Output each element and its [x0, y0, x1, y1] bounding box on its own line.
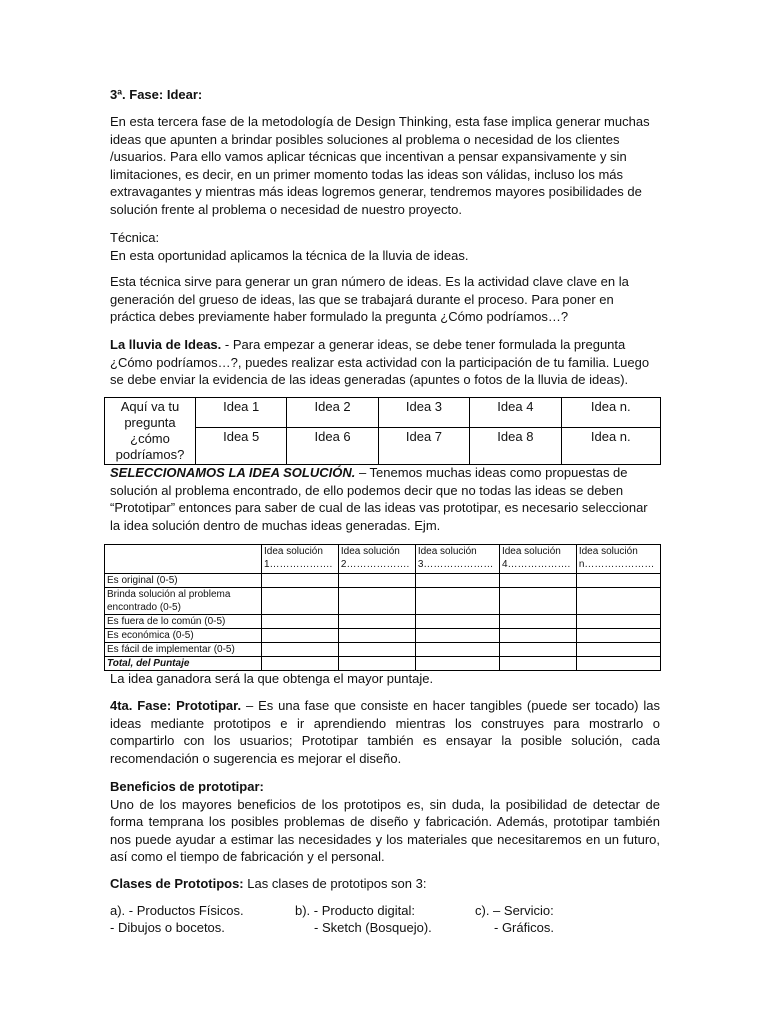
lluvia-paragraph	[110, 336, 660, 389]
beneficios-block	[110, 778, 660, 866]
lluvia-text: - Para empezar a generar ideas, se debe tener formulada la pregunta ¿Cómo podríamos…?, puedes realizar esta actividad con la participación de tu familia. Luego se debe enviar la evidencia de las ideas generadas (apuntes o fotos de la lluvia de ideas).	[110, 337, 650, 387]
tecnica-label: Técnica:	[110, 230, 160, 245]
score-cell	[576, 643, 660, 657]
score-cell	[576, 615, 660, 629]
clase-a: a). - Productos Físicos. - Dibujos o bocetos.	[110, 903, 244, 935]
total-label-cell: Total, del Puntaje	[105, 657, 262, 671]
idea-cell: Idea n.	[561, 398, 660, 428]
score-cell	[499, 643, 576, 657]
seleccion-paragraph	[110, 464, 660, 534]
idea-cell: Idea n.	[561, 428, 660, 465]
idea-cell: Idea 1	[196, 398, 287, 428]
score-cell	[415, 657, 499, 671]
idea-cell: Idea 6	[287, 428, 378, 465]
tecnica-text: En esta oportunidad aplicamos la técnica de la lluvia de ideas.	[110, 247, 469, 263]
idea-cell: Idea 8	[470, 428, 561, 465]
score-table	[104, 544, 661, 671]
seleccion-text: – Tenemos muchas ideas como propuestas de solución al problema encontrado, de ello podemos decir que no todas las ideas se deben “Prototipar” entonces para saber de cual de las ideas vas prototipar, es necesario seleccionar la idea solución dentro de muchas ideas generadas. Ejm.	[110, 465, 648, 533]
clases-text: Las clases de prototipos son 3:	[243, 876, 427, 891]
score-cell	[338, 574, 415, 588]
seleccion-title: SELECCIONAMOS LA IDEA SOLUCIÓN.	[110, 465, 356, 480]
fase3-intro: En esta tercera fase de la metodología de Design Thinking, esta fase implica generar muchas ideas que apunten a brindar posibles soluciones al problema o necesidad de los clientes /usuarios. Para ello vamos aplicar técnicas que incentivan a pensar expansivamente y sin limitaciones, es decir, en un primer momento todas las ideas son válidas, incluso los más extravagantes y mientras más ideas logremos generar, tendremos mayores posibilidades de solución frente al problema o necesidad de nuestro proyecto.	[110, 114, 650, 217]
score-cell	[415, 629, 499, 643]
idea-cell: Idea 5	[196, 428, 287, 465]
question-cell: Aquí va tu pregunta ¿cómo podríamos?	[105, 398, 196, 465]
fase4-text: – Es una fase que consiste en hacer tangibles (puede ser tocado) las ideas mediante prototipos e ir aprendiendo mientras los construyes para mostrarlo o compartirlo con los usuarios; Prototipar también es ensayar la posible solución, cada recomendación o sugerencia es mejorar el diseño.	[110, 698, 660, 766]
score-cell	[415, 643, 499, 657]
fase4-title: 4ta. Fase: Prototipar.	[110, 698, 242, 713]
score-cell	[499, 615, 576, 629]
table-row	[105, 629, 661, 643]
header-cell: Idea solución n…………………	[576, 545, 660, 574]
score-cell	[499, 574, 576, 588]
idea-cell: Idea 7	[378, 428, 469, 465]
score-cell	[262, 588, 339, 615]
score-cell	[262, 629, 339, 643]
header-cell: Idea solución 4……………….	[499, 545, 576, 574]
score-cell	[415, 615, 499, 629]
score-cell	[415, 574, 499, 588]
criterion-cell: Es original (0-5)	[105, 574, 262, 588]
beneficios-title: Beneficios de prototipar:	[110, 779, 264, 794]
score-cell	[576, 629, 660, 643]
criterion-cell: Es económica (0-5)	[105, 629, 262, 643]
score-cell	[262, 615, 339, 629]
score-cell	[338, 588, 415, 615]
score-cell	[262, 643, 339, 657]
score-cell	[262, 657, 339, 671]
score-cell	[499, 588, 576, 615]
score-cell	[576, 657, 660, 671]
idea-cell: Idea 4	[470, 398, 561, 428]
header-cell: Idea solución 2……………….	[338, 545, 415, 574]
score-cell	[338, 629, 415, 643]
idea-cell: Idea 3	[378, 398, 469, 428]
criterion-cell: Es fácil de implementar (0-5)	[105, 643, 262, 657]
empty-header-cell	[105, 545, 262, 574]
score-cell	[415, 588, 499, 615]
tecnica-description: Esta técnica sirve para generar un gran número de ideas. Es la actividad clave clave en la generación del grueso de ideas, las que se trabajará durante el proceso. Para poner en práctica debes previamente haber formulado la pregunta ¿Cómo podríamos…?	[110, 274, 629, 324]
score-cell	[262, 574, 339, 588]
score-cell	[576, 574, 660, 588]
table-row	[105, 657, 661, 671]
table-row	[105, 588, 661, 615]
idea-cell: Idea 2	[287, 398, 378, 428]
score-cell	[338, 657, 415, 671]
score-cell	[338, 643, 415, 657]
tecnica-block	[110, 229, 660, 264]
table-row	[105, 574, 661, 588]
table-row	[105, 615, 661, 629]
table-row	[105, 643, 661, 657]
ideas-table	[104, 397, 661, 465]
score-cell	[499, 657, 576, 671]
clase-c: c). – Servicio: - Gráficos.	[475, 903, 554, 935]
lluvia-title: La lluvia de Ideas.	[110, 337, 222, 352]
header-cell: Idea solución 3…………………	[415, 545, 499, 574]
criterion-cell: Brinda solución al problema encontrado (0-5)	[105, 588, 262, 615]
score-cell	[499, 629, 576, 643]
criterion-cell: Es fuera de lo común (0-5)	[105, 615, 262, 629]
score-cell	[338, 615, 415, 629]
clases-paragraph	[110, 875, 660, 893]
header-cell: Idea solución 1……………….	[262, 545, 339, 574]
fase4-paragraph	[110, 697, 660, 767]
fase3-heading: 3ª. Fase: Idear:	[110, 87, 203, 102]
clases-title: Clases de Prototipos:	[110, 876, 244, 891]
clase-b: b). - Producto digital: - Sketch (Bosquejo).	[295, 903, 432, 935]
score-cell	[576, 588, 660, 615]
ganadora-text: La idea ganadora será la que obtenga el mayor puntaje.	[110, 671, 434, 686]
beneficios-text: Uno de los mayores beneficios de los prototipos es, sin duda, la posibilidad de detectar de forma temprana los posibles problemas de diseño y fabricación. Además, prototipar también nos puede ayudar a estimar las necesidades y los materiales que necesitaremos en un futuro, así como el tiempo de fabricación y el personal.	[110, 796, 660, 864]
